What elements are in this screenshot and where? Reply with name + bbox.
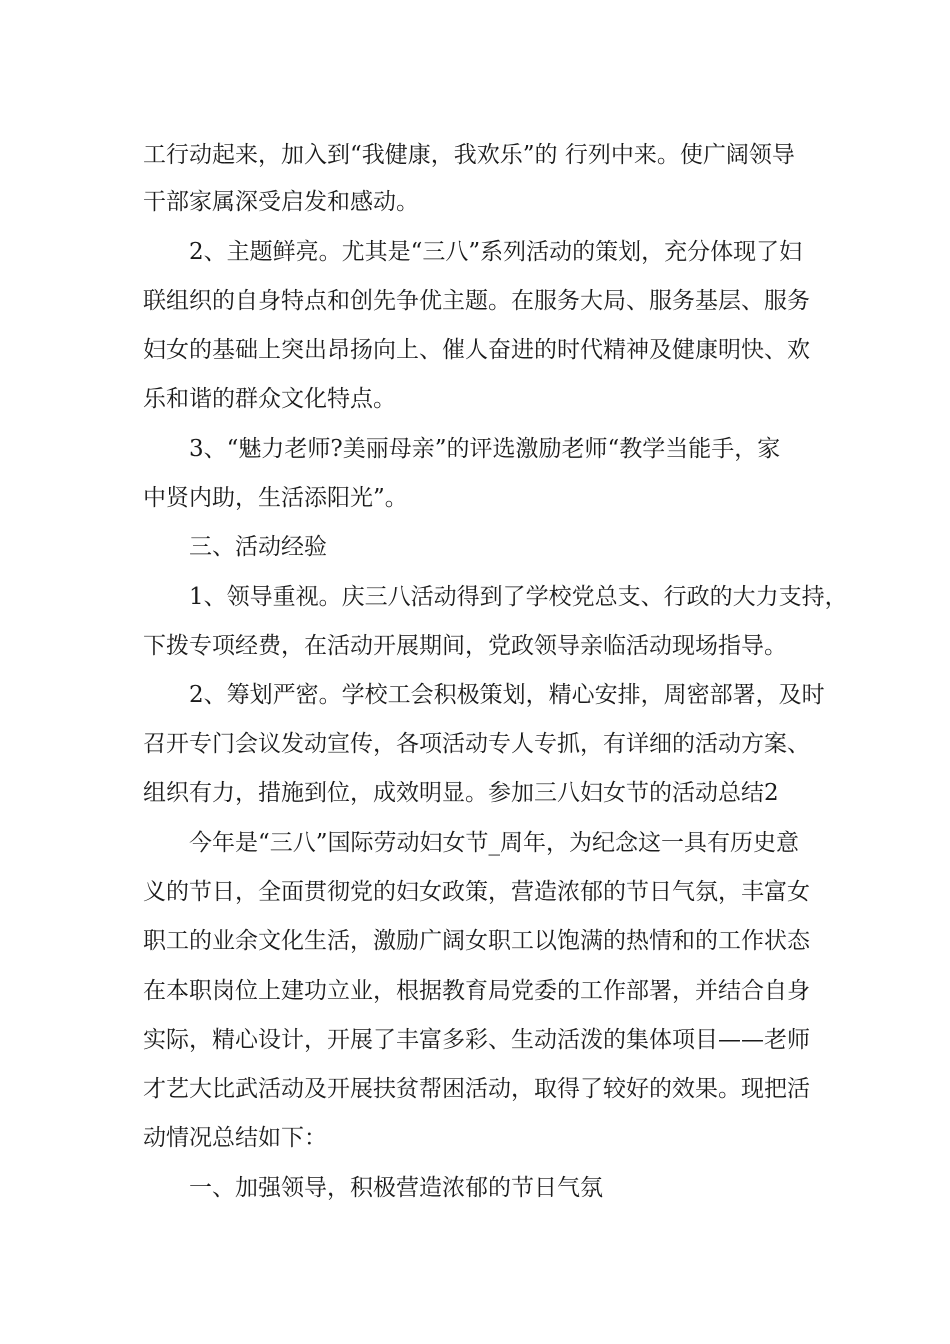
text-line: 干部家属深受启发和感动。: [143, 189, 419, 215]
text-line: 中贤内助，生活添阳光”。: [143, 485, 408, 511]
text-line: 工行动起来，加入到“我健康，我欢乐”的 行列中来。使广阔领导: [143, 142, 795, 168]
text-line: 联组织的自身特点和创先争优主题。在服务大局、服务基层、服务: [143, 288, 810, 314]
text-line: 2、筹划严密。学校工会积极策划，精心安排，周密部署，及时: [189, 682, 825, 708]
text-line: 动情况总结如下：: [143, 1125, 327, 1151]
text-line: 今年是“三八”国际劳动妇女节_周年，为纪念这一具有历史意: [189, 830, 800, 856]
text-line: 实际，精心设计，开展了丰富多彩、生动活泼的集体项目——老师: [143, 1027, 810, 1053]
text-line: 职工的业余文化生活，激励广阔女职工以饱满的热情和的工作状态: [143, 928, 810, 954]
text-line: 组织有力，措施到位，成效明显。参加三八妇女节的活动总结2: [143, 780, 779, 806]
section-heading: 三、活动经验: [189, 534, 327, 560]
text-line: 2、主题鲜亮。尤其是“三八”系列活动的策划，充分体现了妇: [189, 239, 803, 265]
text-line: 3、“魅力老师?美丽母亲”的评选激励老师“教学当能手，家: [189, 436, 781, 462]
text-line: 妇女的基础上突出昂扬向上、催人奋进的时代精神及健康明快、欢: [143, 337, 810, 363]
section-heading: 一、加强领导，积极营造浓郁的节日气氛: [189, 1175, 603, 1201]
text-line: 召开专门会议发动宣传，各项活动专人专抓，有详细的活动方案、: [143, 731, 810, 757]
text-line: 1、领导重视。庆三八活动得到了学校党总支、行政的大力支持，: [189, 584, 848, 610]
text-line: 义的节日，全面贯彻党的妇女政策，营造浓郁的节日气氛，丰富女: [143, 879, 810, 905]
text-line: 在本职岗位上建功立业，根据教育局党委的工作部署，并结合自身: [143, 978, 810, 1004]
text-line: 下拨专项经费，在活动开展期间，党政领导亲临活动现场指导。: [143, 633, 787, 659]
text-line: 乐和谐的群众文化特点。: [143, 386, 396, 412]
text-line: 才艺大比武活动及开展扶贫帮困活动，取得了较好的效果。现把活: [143, 1076, 810, 1102]
